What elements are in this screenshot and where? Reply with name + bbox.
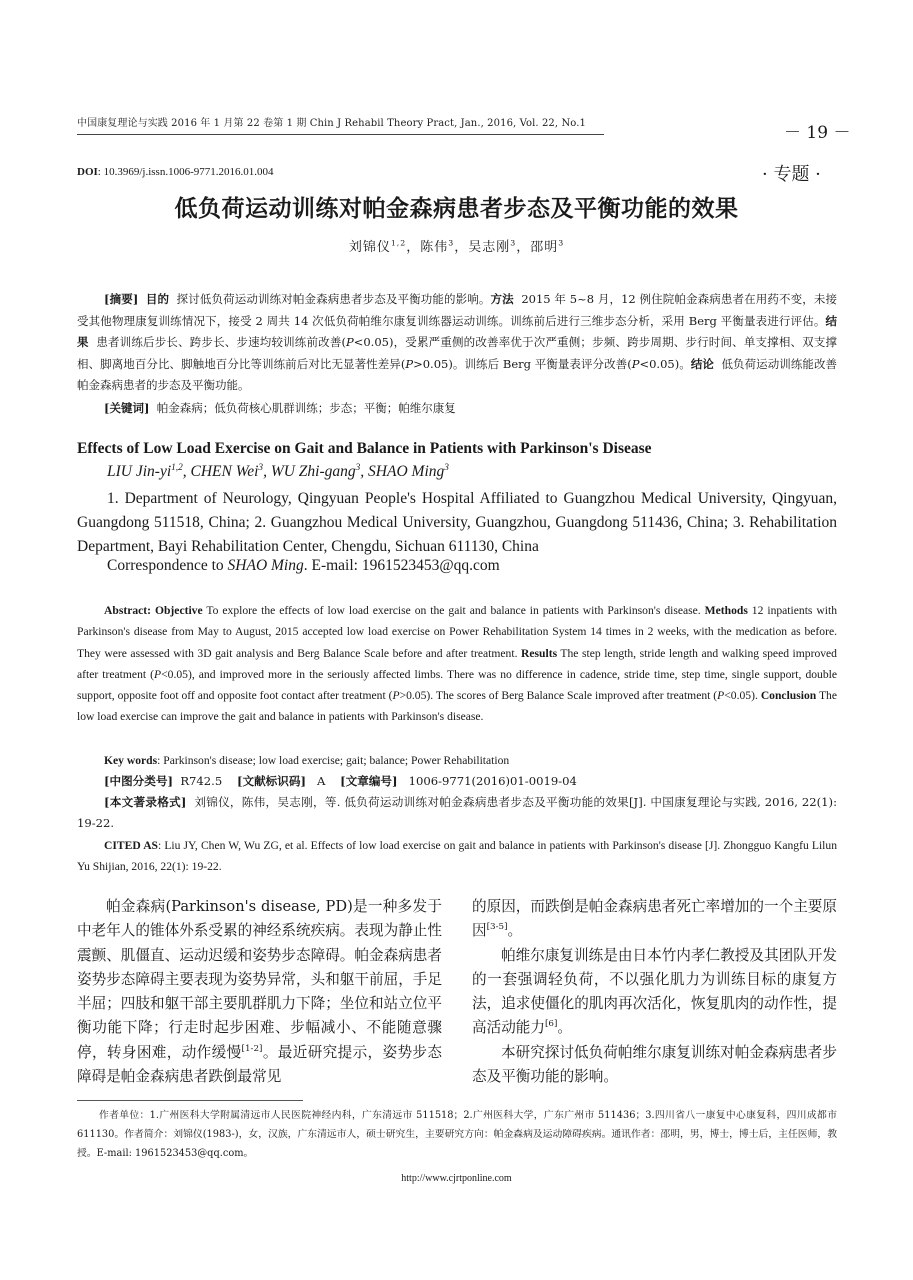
column-tag: · 专题 · [762, 164, 821, 185]
keywords-cn-text: 帕金森病；低负荷核心肌群训练；步态；平衡；帕维尔康复 [156, 401, 456, 415]
objective-label: 目的 [145, 292, 170, 306]
author-affil: 3 [558, 238, 565, 248]
article-no-value: 1006-9771(2016)01-0019-04 [408, 774, 577, 788]
author-name: ，吴志刚 [454, 240, 511, 255]
authors-cn [0, 236, 913, 255]
keywords-en-text: : Parkinson's disease; low load exercise; gait; balance; Power Rehabilitation [157, 754, 510, 767]
abstract-cn [77, 289, 837, 397]
citation-cn-label: [本文著录格式] [104, 795, 187, 809]
methods-text: 2015 年 5~8 月，12 例住院帕金森病患者在用药不变，未接受其他物理康复训练情况下，接受 2 周共 14 次低负荷帕维尔康复训练器运动训练。训练前后进行三维步态分析，采用 Berg 平衡量表进行评估。 [77, 292, 837, 328]
doi-label: DOI [77, 166, 98, 178]
title-en: Effects of Low Load Exercise on Gait and Balance in Patients with Parkinson's Disease [77, 440, 652, 457]
classification-line [77, 771, 837, 792]
cited-as-label: CITED AS [104, 839, 159, 852]
author-affil: 1,2 [390, 238, 407, 248]
footer-url[interactable]: http://www.cjrtponline.com [401, 1173, 512, 1184]
results-text: >0.05). The scores of Berg Balance Scale improved after treatment ( [399, 689, 718, 703]
author-affil: 3 [510, 238, 517, 248]
clc-value: R742.5 [180, 774, 223, 788]
author-affil: 3 [355, 462, 361, 473]
keywords-cn-label: [关键词] [104, 401, 150, 415]
objective-text: 探讨低负荷运动训练对帕金森病患者步态及平衡功能的影响。 [176, 292, 491, 306]
doi-line [77, 166, 273, 178]
page-number: － 19 － [784, 123, 851, 143]
correspondence-prefix: Correspondence to [107, 557, 228, 574]
author-affil: 1,2 [171, 462, 183, 473]
keywords-en-label: Key words [104, 754, 158, 767]
footnote: 作者单位：1.广州医科大学附属清远市人民医院神经内科，广东清远市 511518；2.广州医科大学，广东广州市 511436；3.四川省八一康复中心康复科，四川成都市 611130。作者简介：刘锦仪(1983-)，女，汉族，广东清远市人，硕士研究生，主要研究方向：帕金森病及运动障碍疾病。通讯作者：邵明，男，博士，博士后，主任医师，教授。E-mail: 1961523453@qq.com。 [77, 1110, 837, 1159]
citation-cn-text: 刘锦仪，陈伟，吴志刚，等. 低负荷运动训练对帕金森病患者步态及平衡功能的效果[J]. 中国康复理论与实践, 2016, 22(1): 19-22. [77, 795, 837, 831]
citation-cn [77, 792, 837, 835]
citation-ref: [1-2] [241, 1043, 263, 1054]
conclusion-label: Conclusion [760, 689, 817, 703]
body-text: 本研究探讨低负荷帕维尔康复训练对帕金森病患者步态及平衡功能的影响。 [472, 1043, 837, 1086]
results-label: Results [521, 646, 558, 660]
running-head: 中国康复理论与实践 2016 年 1 月第 22 卷第 1 期 Chin J Rehabil Theory Pract, Jan., 2016, Vol. 22, No.1 [77, 118, 586, 129]
author-affil: 3 [258, 462, 264, 473]
abstract-en [77, 600, 837, 728]
doi-value: : 10.3969/j.issn.1006-9771.2016.01.004 [97, 166, 274, 178]
results-label: 结果 [77, 313, 837, 349]
cited-as [77, 835, 837, 878]
conclusion-text: 低负荷运动训练能改善帕金森病患者的步态及平衡功能。 [77, 356, 838, 392]
author-name: , WU Zhi-gang [263, 463, 356, 480]
p-symbol: P [345, 335, 354, 349]
author-name: ，陈伟 [406, 240, 449, 255]
results-text: <0.05)。 [639, 356, 691, 371]
affiliations-en: 1. Department of Neurology, Qingyuan People's Hospital Affiliated to Guangzhou Medical University, Qingyuan, Guangdong 511518, China; 2. Guangzhou Medical University, Guangzhou, Guangdong 511436, China; 3. Rehabilitation Department, Bayi Rehabilitation Center, Chengdu, Sichuan 611130, China [77, 490, 837, 555]
header-rule [77, 134, 604, 135]
body-text: 。 [507, 922, 523, 940]
p-symbol: P [392, 689, 400, 703]
results-text: The step length, stride length and walking speed improved after treatment ( [77, 646, 837, 681]
author-name: 刘锦仪 [348, 240, 391, 255]
doc-code-label: [文献标识码] [237, 774, 306, 788]
methods-label: Methods [704, 604, 748, 617]
footnote-rule [77, 1100, 303, 1101]
clc-label: [中图分类号] [104, 774, 173, 788]
author-name: , CHEN Wei [182, 463, 259, 480]
body-paragraph [472, 895, 837, 944]
methods-label: 方法 [490, 292, 514, 306]
body-text: 。最近研究提示，姿势步态障碍是帕金森病患者跌倒最常见 [77, 1043, 442, 1086]
abstract-cn-label: [摘要] [104, 292, 139, 306]
author-affil: 3 [448, 238, 455, 248]
objective-text: To explore the effects of low load exercise on the gait and balance in patients with Parkinson's disease. [202, 604, 705, 617]
author-name: ，邵明 [516, 240, 559, 255]
results-text: <0.05)，受累严重侧的改善率优于次严重侧；步频、跨步周期、步行时间、单支撑相、双支撑相、脚离地百分比、脚触地百分比等训练前后对比无显著性差异( [77, 335, 838, 371]
correspondence-en [107, 557, 500, 575]
body-paragraph [472, 944, 837, 1041]
body-text: 的原因，而跌倒是帕金森病患者死亡率增加的一个主要原因 [472, 898, 837, 940]
keywords-cn [77, 398, 837, 420]
citation-ref: [6] [544, 1019, 558, 1030]
body-column-left [77, 895, 442, 1089]
body-text: 。 [557, 1019, 572, 1037]
author-affil: 3 [444, 462, 449, 473]
correspondence-name: SHAO Ming [227, 557, 304, 574]
author-name: LIU Jin-yi [107, 463, 172, 480]
p-symbol: P [717, 689, 725, 703]
body-column-right [472, 895, 837, 1089]
body-paragraph [77, 895, 442, 1089]
p-symbol: P [631, 356, 640, 371]
results-text: <0.05). [724, 689, 761, 703]
conclusion-text: The low load exercise can improve the gait and balance in patients with Parkinson's disease. [77, 689, 837, 724]
keywords-en [77, 750, 837, 771]
title-cn: 低负荷运动训练对帕金森病患者步态及平衡功能的效果 [174, 196, 739, 222]
doc-code-value: A [317, 774, 326, 788]
correspondence-email: . E-mail: 1961523453@qq.com [303, 557, 500, 574]
p-symbol: P [154, 667, 162, 681]
p-symbol: P [405, 356, 414, 371]
abstract-en-label: Abstract: Objective [104, 604, 203, 617]
results-text: <0.05), and improved more in the seriously affected limbs. There was no difference in cadence, stride time, step time, single support, double support, opposite foot off and opposite foot contact after treatment ( [77, 667, 837, 703]
citation-ref: [3-5] [486, 922, 508, 933]
results-text: >0.05)。训练后 Berg 平衡量表评分改善( [413, 356, 632, 371]
body-text: 帕维尔康复训练是由日本竹内孝仁教授及其团队开发的一套强调轻负荷，不以强化肌力为训练目标的康复方法，追求使僵化的肌肉再次活化，恢复肌肉的动作性，提高活动能力 [472, 946, 837, 1037]
conclusion-label: 结论 [690, 356, 714, 371]
results-text: 患者训练后步长、跨步长、步速均较训练前改善( [96, 335, 346, 349]
body-paragraph [472, 1041, 837, 1090]
methods-text: 12 inpatients with Parkinson's disease from May to August, 2015 accepted low load exercise on Power Rehabilitation System 14 times in 2 weeks, with the medication as before. They were assessed with 3D gait analysis and Berg Balance Scale before and after treatment. [77, 604, 837, 660]
body-text: 帕金森病(Parkinson's disease, PD)是一种多发于中老年人的锥体外系受累的神经系统疾病。表现为静止性震颤、肌僵直、运动迟缓和姿势步态障碍。帕金森病患者姿势步态障碍主要表现为姿势异常，头和躯干前屈，手足半屈；四肢和躯干部主要肌群肌力下降；坐位和站立位平衡功能下降；行走时起步困难、步幅减小、不能随意骤停，转身困难，动作缓慢 [77, 898, 442, 1061]
authors-en [107, 463, 449, 481]
article-no-label: [文章编号] [340, 774, 398, 788]
cited-as-text: : Liu JY, Chen W, Wu ZG, et al. Effects of low load exercise on gait and balance in patients with Parkinson's disease [J]. Zhongguo Kangfu Lilun Yu Shijian, 2016, 22(1): 19-22. [77, 839, 837, 874]
author-name: , SHAO Ming [360, 463, 445, 480]
